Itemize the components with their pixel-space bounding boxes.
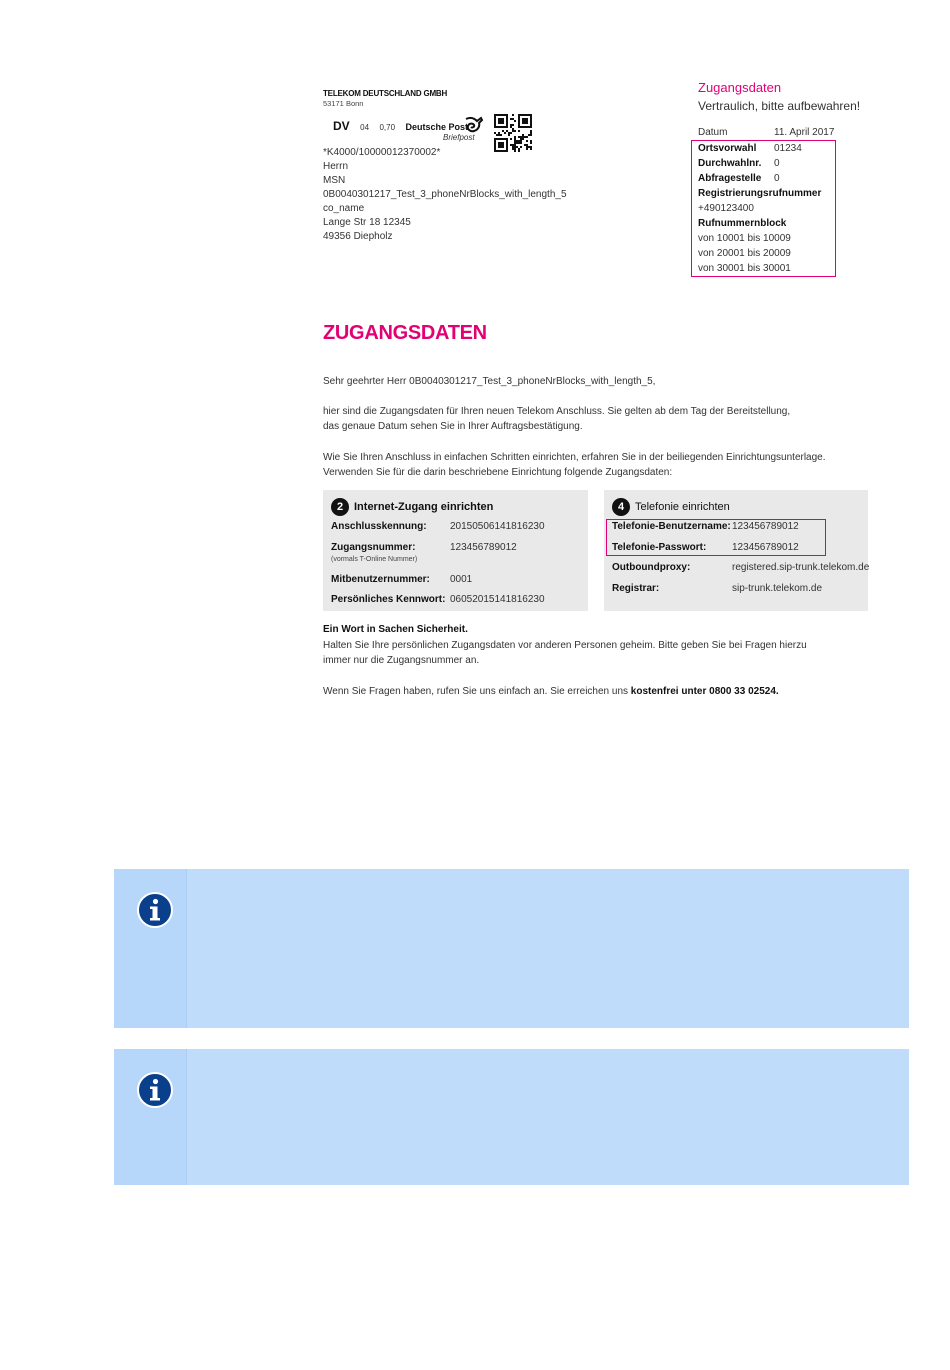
kennwort-value: 06052015141816230 [450,594,545,605]
tel-user-label: Telefonie-Benutzername: [612,521,731,532]
paragraph-line: hier sind die Zugangsdaten für Ihren neuen Telekom Anschluss. Sie gelten ab dem Tag der Bereitstellung, [323,406,791,417]
sender-city: 53171 Bonn [323,99,364,108]
postage-amount: 0,70 [379,123,396,132]
zugang-note: (vormals T-Online Nummer) [331,556,418,563]
date-value: 11. April 2017 [774,127,835,138]
paragraph-line: immer nur die Zugangsnummer an. [323,655,480,666]
postage-dv: DV [333,119,350,133]
regruf-label: Registrierungsrufnummer [698,188,822,199]
block-range: von 20001 bis 20009 [698,248,791,259]
access-data-subtitle: Vertraulich, bitte aufbewahren! [698,99,861,113]
info-icon [136,891,174,929]
post-horn-icon [464,116,484,134]
postage-carrier: Deutsche Post [405,122,469,132]
internet-title-text: Internet-Zugang einrichten [354,500,494,513]
note-icon-column [114,1049,187,1185]
closing-text: Wenn Sie Fragen haben, rufen Sie uns einfach an. Sie erreichen uns [323,686,631,697]
durchwahl-label: Durchwahlnr. [698,158,762,169]
abfrage-value: 0 [774,173,780,184]
block-range: von 10001 bis 10009 [698,233,791,244]
mitbenutzer-value: 0001 [450,574,473,585]
closing-hotline: kostenfrei unter 0800 33 02524. [630,686,779,697]
address-line: *K4000/10000012370002* [323,147,441,158]
ortsvorwahl-label: Ortsvorwahl [698,143,757,154]
postage-service: Briefpost [443,133,475,142]
abfrage-label: Abfragestelle [698,173,762,184]
block-range: von 30001 bis 30001 [698,263,791,274]
salutation [323,374,655,389]
page-title: ZUGANGSDATEN [323,322,487,344]
anschluss-label: Anschlusskennung: [331,521,427,532]
paragraph-line: das genaue Datum sehen Sie in Ihrer Auftragsbestätigung. [323,421,583,432]
tel-pass-label: Telefonie-Passwort: [612,542,707,553]
step-number-badge: 2 [331,498,349,516]
telefonie-title-text: Telefonie einrichten [635,500,730,513]
regruf-value: +490123400 [698,203,754,214]
sender-name: TELEKOM DEUTSCHLAND GMBH [323,89,448,98]
address-line: MSN [323,175,346,186]
salutation-line: Sehr geehrter Herr 0B0040301217_Test_3_phoneNrBlocks_with_length_5, [323,376,656,387]
access-data-title: Zugangsdaten [698,80,782,95]
outbound-label: Outboundproxy: [612,562,691,573]
zugang-value: 123456789012 [450,542,517,553]
security-paragraph [323,638,807,668]
anschluss-value: 20150506141816230 [450,521,545,532]
postage-code: 04 [360,123,370,132]
step-number-badge: 4 [612,498,630,516]
security-title: Ein Wort in Sachen Sicherheit. [323,624,468,635]
registrar-label: Registrar: [612,583,660,594]
address-line: co_name [323,203,365,214]
outbound-value: registered.sip-trunk.telekom.de [732,562,870,573]
tel-user-value: 123456789012 [732,521,799,532]
info-note [114,869,909,1028]
registrar-value: sip-trunk.telekom.de [732,583,823,594]
block-label: Rufnummernblock [698,218,787,229]
paragraph-line: Wie Sie Ihren Anschluss in einfachen Schritten einrichten, erfahren Sie in der beiliegenden Einrichtungsunterlage. [323,452,826,463]
info-note [114,1049,909,1185]
paragraph-line: Verwenden Sie für die darin beschriebene Einrichtung folgende Zugangsdaten: [323,467,673,478]
date-label: Datum [698,127,728,138]
info-icon [136,1071,174,1109]
mitbenutzer-label: Mitbenutzernummer: [331,574,430,585]
address-line: 49356 Diepholz [323,231,393,242]
durchwahl-value: 0 [774,158,780,169]
zugang-label: Zugangsnummer: [331,542,416,553]
address-line: 0B0040301217_Test_3_phoneNrBlocks_with_length_5 [323,189,567,200]
tel-pass-value: 123456789012 [732,542,799,553]
recipient-address [323,146,567,244]
address-line: Herrn [323,161,349,172]
internet-panel-title [331,498,493,516]
kennwort-label: Persönliches Kennwort: [331,594,446,605]
address-line: Lange Str 18 12345 [323,217,411,228]
setup-paragraph [323,450,826,480]
paragraph-line: Halten Sie Ihre persönlichen Zugangsdaten vor anderen Personen geheim. Bitte geben Sie bei Fragen hierzu [323,640,807,651]
closing-paragraph [323,684,779,699]
intro-paragraph [323,404,790,434]
telefonie-panel-title [612,498,730,516]
ortsvorwahl-value: 01234 [774,143,802,154]
